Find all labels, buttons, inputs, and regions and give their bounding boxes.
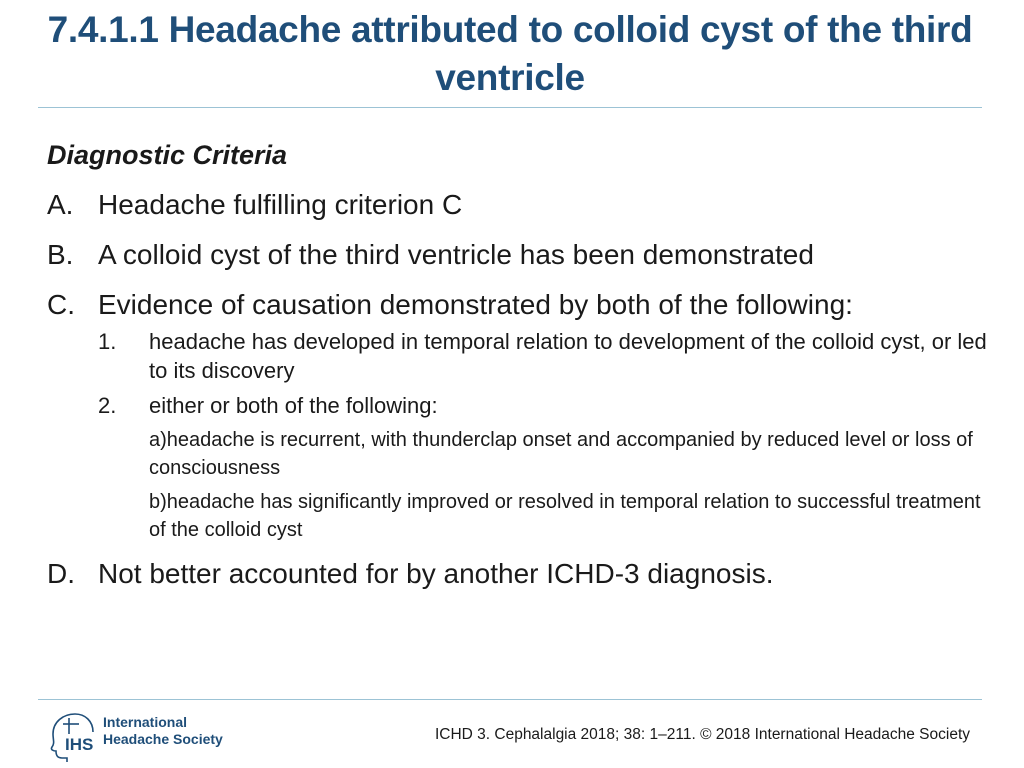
footer-divider (38, 699, 982, 700)
logo-wordmark (103, 714, 223, 748)
criterion-c (47, 287, 987, 323)
subcriterion-number: 1. (98, 329, 117, 354)
head-profile-icon (45, 710, 101, 762)
subcriterion-2a: a)headache is recurrent, with thunderclap onset and accompanied by reduced level or loss of consciousness (149, 429, 973, 479)
ihs-logo (45, 710, 235, 762)
subcriterion-2 (47, 391, 987, 420)
criterion-c-sublist (47, 327, 987, 544)
slide-title: 7.4.1.1 Headache attributed to colloid cyst of the third ventricle (47, 9, 973, 98)
subcriterion-text: either or both of the following: (149, 393, 438, 418)
title-divider (38, 107, 982, 108)
criterion-letter: A. (47, 189, 74, 220)
subcriterion-text: headache has developed in temporal relation to development of the colloid cyst, or led to its discovery (149, 329, 987, 383)
section-heading: Diagnostic Criteria (47, 140, 288, 170)
criterion-letter: D. (47, 558, 75, 589)
criterion-text: Headache fulfilling criterion C (98, 189, 463, 220)
citation: ICHD 3. Cephalalgia 2018; 38: 1–211. © 2018 International Headache Society (434, 726, 970, 743)
criterion-text: Not better accounted for by another ICHD-3 diagnosis. (98, 558, 774, 589)
criterion-text: Evidence of causation demonstrated by both of the following: (98, 289, 853, 320)
criteria-content (47, 137, 987, 606)
criterion-letter: B. (47, 239, 74, 270)
criterion-b (47, 237, 987, 273)
criterion-letter: C. (47, 289, 75, 320)
logo-line-1: International (103, 714, 188, 730)
logo-line-2: Headache Society (103, 731, 223, 747)
criterion-a (47, 187, 987, 223)
logo-initials: IHS (65, 735, 94, 754)
criterion-d (47, 556, 987, 592)
subcriterion-number: 2. (98, 393, 117, 418)
criterion-text: A colloid cyst of the third ventricle has been demonstrated (98, 239, 814, 270)
subcriterion-2b: b)headache has significantly improved or resolved in temporal relation to successful treatment of the colloid cyst (149, 491, 981, 541)
subcriterion-1 (47, 327, 987, 385)
